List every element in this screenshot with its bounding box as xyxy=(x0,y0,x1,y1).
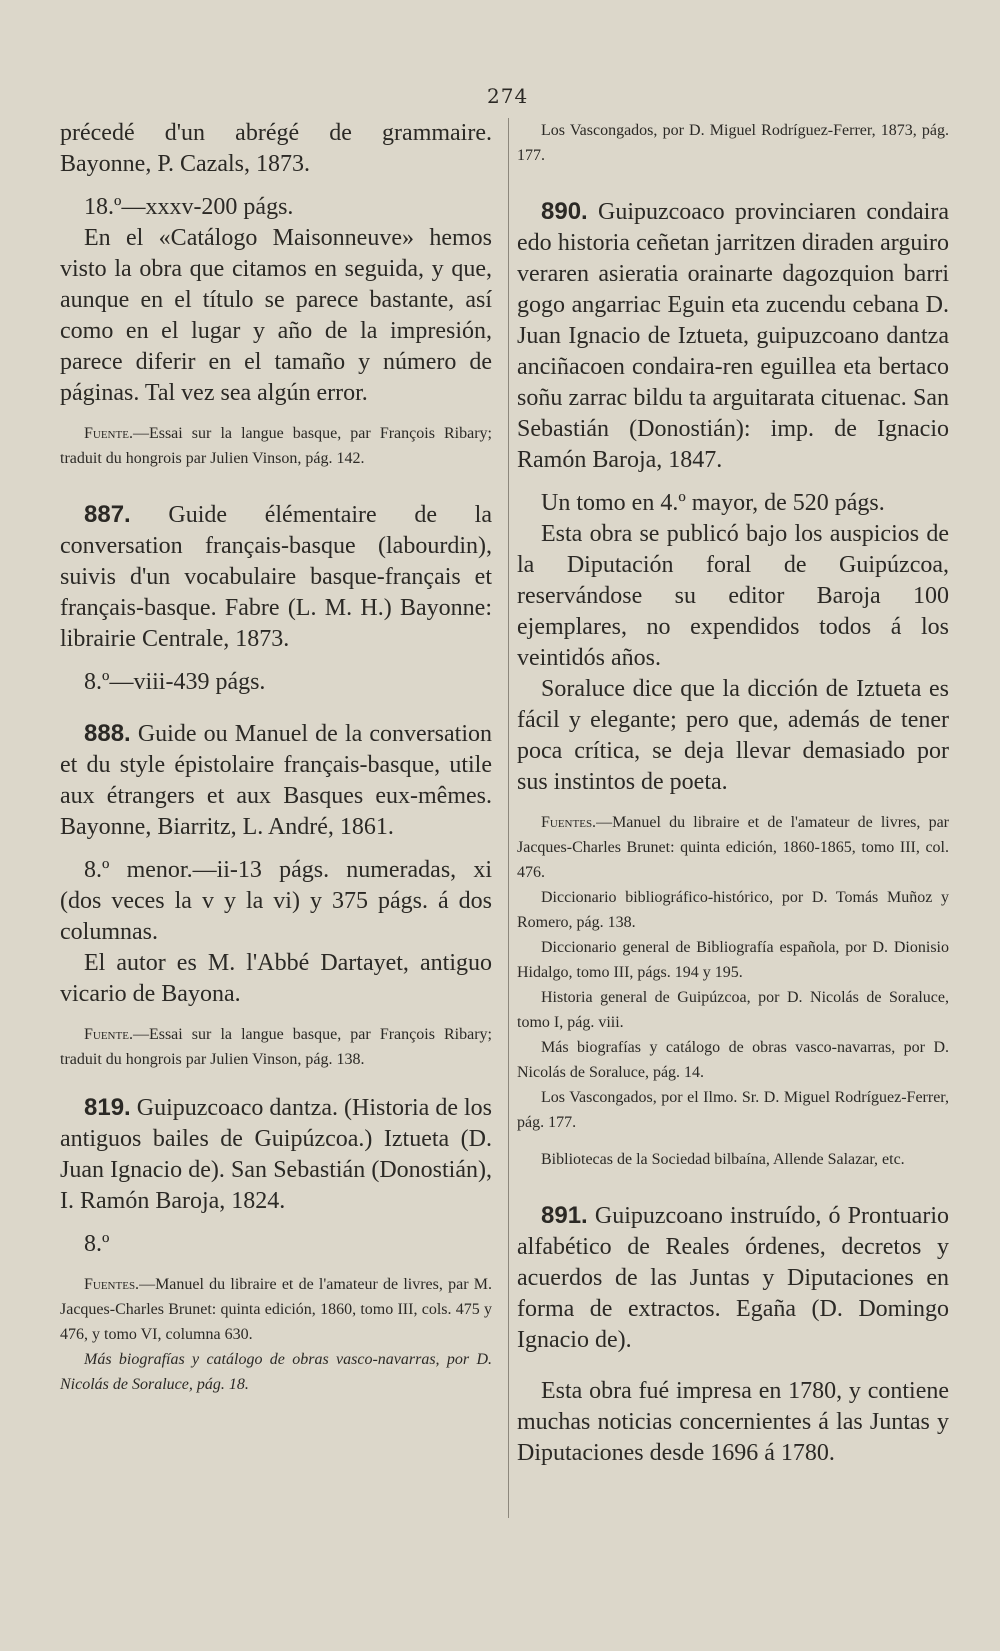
left-column xyxy=(60,118,492,1397)
source-label: Fuentes. xyxy=(84,1276,140,1293)
entry-890-source-6: Los Vascongados, por el Ilmo. Sr. D. Miguel Rodríguez-Ferrer, pág. 177. xyxy=(517,1089,949,1131)
entry-890-source-5: Más biografías y catálogo de obras vasco-navarras, por D. Nicolás de Soraluce, pág. 14. xyxy=(517,1039,949,1081)
right-column xyxy=(517,118,949,1469)
entry-title: Guipuzcoaco dantza. (Historia de los antiguos bailes de Guipúzcoa.) Iztueta (D. Juan Ignacio de). San Sebastián (Donostián), I. Ramón Baroja, 1824. xyxy=(60,1095,492,1214)
entry-number: 891. xyxy=(541,1202,588,1229)
entry-891-note: Esta obra fué impresa en 1780, y contiene muchas noticias concernientes á las Juntas y Diputaciones desde 1696 á 1780. xyxy=(517,1378,949,1466)
continued-entry-source xyxy=(60,421,492,471)
entry-number: 888. xyxy=(84,720,131,747)
entry-887-format: 8.º—viii-439 págs. xyxy=(84,669,266,695)
entry-title: Guipuzcoano instruído, ó Prontuario alfabético de Reales órdenes, decretos y acuerdos de las Juntas y Diputaciones en forma de extractos. Egaña (D. Domingo Ignacio de). xyxy=(517,1203,949,1353)
entry-890-format: Un tomo en 4.º mayor, de 520 págs. xyxy=(541,490,885,516)
entry-number: 890. xyxy=(541,198,588,225)
entry-number: 819. xyxy=(84,1094,131,1121)
source-text: —Manuel du libraire et de l'amateur de livres, par M. Jacques-Charles Brunet: quinta edición, 1860, tomo III, cols. 475 y 476, y tomo VI, columna 630. xyxy=(60,1276,492,1343)
continued-entry-note: En el «Catálogo Maisonneuve» hemos visto la obra que citamos en seguida, y que, aunque en el título se parece bastante, así como en el lugar y año de la impresión, parece diferir en el tamaño y número de páginas. Tal vez sea algún error. xyxy=(60,225,492,406)
entry-819-format: 8.º xyxy=(84,1231,110,1257)
entry-890-source-4: Historia general de Guipúzcoa, por D. Nicolás de Soraluce, tomo I, pág. viii. xyxy=(517,989,949,1031)
continued-entry-format: 18.º—xxxv-200 págs. xyxy=(84,194,294,220)
entry-number: 887. xyxy=(84,501,131,528)
entry-890-source-1 xyxy=(517,810,949,885)
entry-888-format: 8.º menor.—ii-13 págs. numeradas, xi (dos veces la v y la vi) y 375 págs. á dos columnas. xyxy=(60,857,492,945)
source-text: —Manuel du libraire et de l'amateur de livres, par Jacques-Charles Brunet: quinta edición, 1860-1865, tomo III, col. 476. xyxy=(517,814,949,881)
entry-819-source-2: Más biografías y catálogo de obras vasco-navarras, por D. Nicolás de Soraluce, pág. 18. xyxy=(60,1351,492,1393)
source-text: —Essai sur la langue basque, par François Ribary; traduit du hongrois par Julien Vinson, pág. 142. xyxy=(60,425,492,467)
entry-890-source-3: Diccionario general de Bibliografía española, por D. Dionisio Hidalgo, tomo III, págs. 194 y 195. xyxy=(517,939,949,981)
entry-891 xyxy=(517,1200,949,1356)
source-label: Fuente. xyxy=(84,1026,133,1043)
entry-890-note-1: Esta obra se publicó bajo los auspicios de la Diputación foral de Guipúzcoa, reservándose su editor Baroja 100 ejemplares, no expendidos todos á los veintidós años. xyxy=(517,521,949,671)
page-number: 274 xyxy=(487,84,529,108)
entry-888-note: El autor es M. l'Abbé Dartayet, antiguo vicario de Bayona. xyxy=(60,950,492,1007)
entry-887 xyxy=(60,499,492,655)
entry-819 xyxy=(60,1092,492,1217)
entry-888-source xyxy=(60,1022,492,1072)
source-label: Fuentes. xyxy=(541,814,597,831)
continued-source: Los Vascongados, por D. Miguel Rodríguez-Ferrer, 1873, pág. 177. xyxy=(517,122,949,164)
entry-890-source-2: Diccionario bibliográfico-histórico, por D. Tomás Muñoz y Romero, pág. 138. xyxy=(517,889,949,931)
source-label: Fuente. xyxy=(84,425,133,442)
entry-title: Guide élémentaire de la conversation français-basque (labourdin), suivis d'un vocabulaire basque-français et français-basque. Fabre (L. M. H.) Bayonne: librairie Centrale, 1873. xyxy=(60,502,492,652)
entry-title: Guide ou Manuel de la conversation et du style épistolaire français-basque, utile aux étrangers et aux Basques eux-mêmes. Bayonne, Biarritz, L. André, 1861. xyxy=(60,721,493,840)
column-divider xyxy=(508,118,509,1518)
source-text: —Essai sur la langue basque, par François Ribary; traduit du hongrois par Julien Vinson, pág. 138. xyxy=(60,1026,492,1068)
entry-890-note-2: Soraluce dice que la dicción de Iztueta es fácil y elegante; pero que, además de tener poca crítica, se deja llevar demasiado por sus instintos de poeta. xyxy=(517,676,949,795)
entry-890 xyxy=(517,196,949,476)
entry-888 xyxy=(60,718,492,843)
entry-890-libraries: Bibliotecas de la Sociedad bilbaína, Allende Salazar, etc. xyxy=(541,1151,905,1168)
entry-819-source-1 xyxy=(60,1272,492,1347)
continued-entry-title: précedé d'un abrégé de grammaire. Bayonne, P. Cazals, 1873. xyxy=(60,120,492,177)
entry-title: Guipuzcoaco provinciaren condaira edo historia ceñetan jarritzen diraden arguiro veraren asieratia orainarte dagozquion barri gogo angarriac Eguin eta zucendu cebana D. Juan Ignacio de Iztueta, guipuzcoano dantza anciñacoen condaira-ren eguillea eta bertaco soñu zarrac bildu ta arguitarata cituenac. San Sebastián (Donostián): imp. de Ignacio Ramón Baroja, 1847. xyxy=(517,199,949,473)
